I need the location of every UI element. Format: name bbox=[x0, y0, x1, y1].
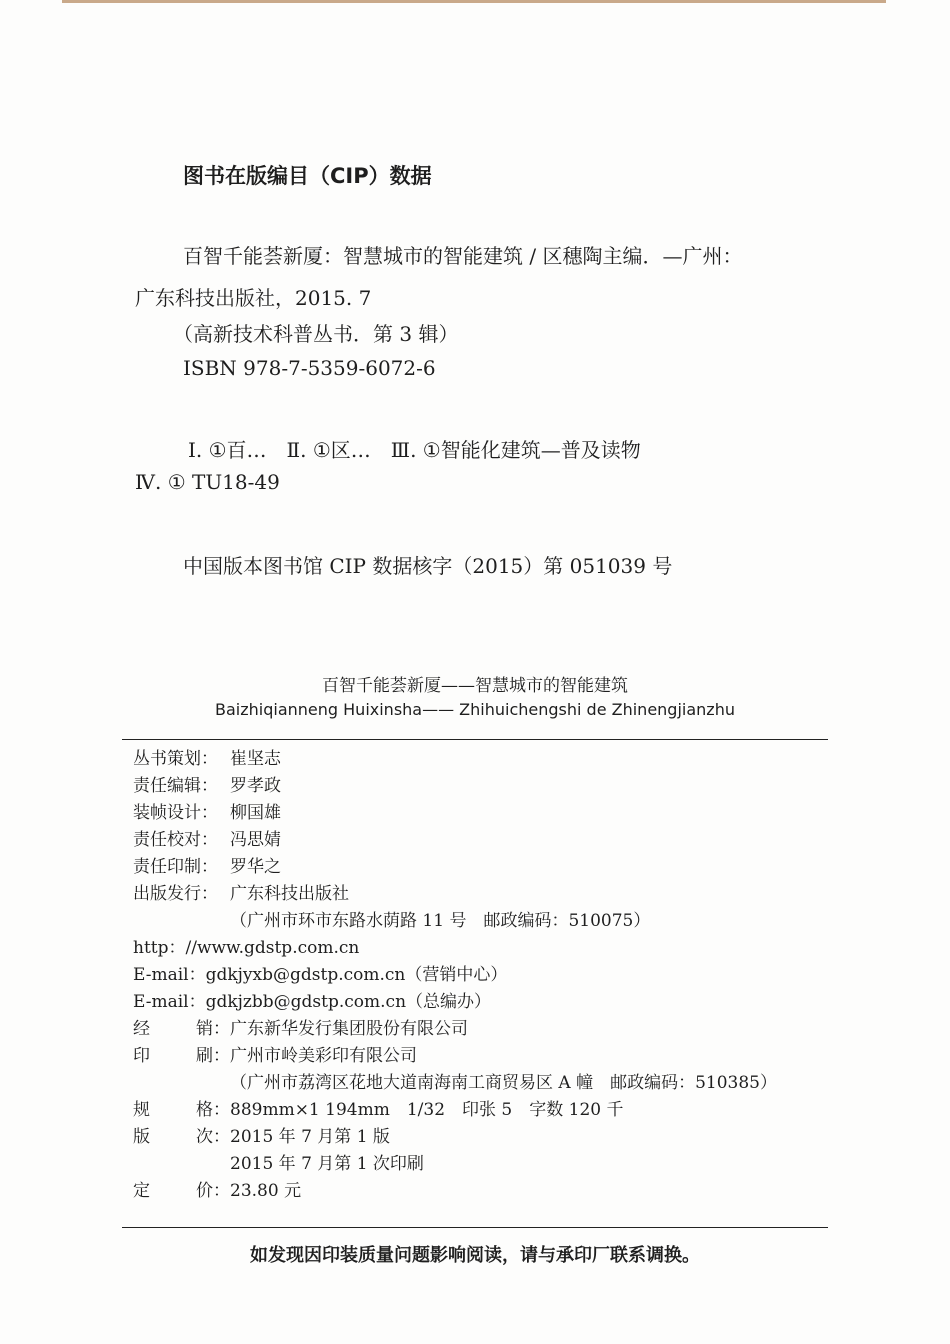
info-value: （广州市荔湾区花地大道南海南工商贸易区 A 幢 邮政编码：510385） bbox=[230, 1073, 777, 1093]
info-row-email-sales bbox=[133, 962, 777, 989]
info-row-printer bbox=[133, 1043, 777, 1070]
divider-top bbox=[122, 739, 828, 740]
info-label: 丛书策划： bbox=[133, 749, 218, 769]
info-row-printing bbox=[133, 1151, 777, 1178]
cip-classification-2: Ⅳ. ① TU18-49 bbox=[135, 470, 280, 494]
cip-isbn: ISBN 978-7-5359-6072-6 bbox=[183, 356, 436, 380]
info-value: 崔坚志 bbox=[230, 749, 281, 769]
info-label: 定 价： bbox=[133, 1181, 230, 1201]
info-row-spec bbox=[133, 1097, 777, 1124]
info-row-price bbox=[133, 1178, 777, 1205]
info-row-website bbox=[133, 935, 777, 962]
cip-classification-1: Ⅰ. ①百… Ⅱ. ①区… Ⅲ. ①智能化建筑—普及读物 bbox=[188, 438, 641, 462]
info-value: 罗孝政 bbox=[230, 776, 281, 796]
book-title-pinyin: Baizhiqianneng Huixinsha—— Zhihuichengshi de Zhinengjianzhu bbox=[215, 700, 735, 719]
info-value: 23.80 元 bbox=[230, 1181, 302, 1201]
info-value: 2015 年 7 月第 1 版 bbox=[230, 1127, 390, 1147]
info-value: 冯思婧 bbox=[230, 830, 281, 850]
info-value: E-mail：gdkjzbb@gdstp.com.cn（总编办） bbox=[133, 992, 492, 1012]
info-row-print-resp bbox=[133, 854, 777, 881]
info-label: 印 刷： bbox=[133, 1046, 230, 1066]
info-value: 罗华之 bbox=[230, 857, 281, 877]
info-label: 责任印制： bbox=[133, 857, 218, 877]
info-label: 版 次： bbox=[133, 1127, 230, 1147]
info-row-email-editorial bbox=[133, 989, 777, 1016]
info-value: 柳国雄 bbox=[230, 803, 281, 823]
info-label: 责任编辑： bbox=[133, 776, 218, 796]
info-value: E-mail：gdkjyxb@gdstp.com.cn（营销中心） bbox=[133, 965, 508, 985]
info-row-distributor bbox=[133, 1016, 777, 1043]
info-row-design bbox=[133, 800, 777, 827]
cip-heading: 图书在版编目（CIP）数据 bbox=[183, 164, 432, 188]
info-value: 广东科技出版社 bbox=[230, 884, 349, 904]
book-title-cn: 百智千能荟新厦——智慧城市的智能建筑 bbox=[322, 676, 628, 696]
info-value: 广东新华发行集团股份有限公司 bbox=[230, 1019, 468, 1039]
info-label: 出版发行： bbox=[133, 884, 218, 904]
info-row-planner bbox=[133, 746, 777, 773]
publication-info bbox=[133, 746, 777, 1205]
info-value: （广州市环市东路水荫路 11 号 邮政编码：510075） bbox=[230, 911, 651, 931]
cip-line-2: 广东科技出版社，2015. 7 bbox=[135, 286, 372, 310]
info-row-edition bbox=[133, 1124, 777, 1151]
info-value: 2015 年 7 月第 1 次印刷 bbox=[230, 1154, 424, 1174]
info-label: 经 销： bbox=[133, 1019, 230, 1039]
info-value: 889mm×1 194mm 1/32 印张 5 字数 120 千 bbox=[230, 1100, 624, 1120]
quality-notice: 如发现因印装质量问题影响阅读，请与承印厂联系调换。 bbox=[250, 1245, 700, 1266]
info-value: http：//www.gdstp.com.cn bbox=[133, 938, 360, 958]
info-row-proof bbox=[133, 827, 777, 854]
divider-bottom bbox=[122, 1227, 828, 1228]
top-border bbox=[62, 0, 886, 3]
info-label: 装帧设计： bbox=[133, 803, 218, 823]
cip-line-1: 百智千能荟新厦：智慧城市的智能建筑 / 区穗陶主编．—广州： bbox=[183, 244, 743, 268]
info-row-publisher bbox=[133, 881, 777, 908]
info-value: 广州市岭美彩印有限公司 bbox=[230, 1046, 417, 1066]
cip-series: （高新技术科普丛书．第 3 辑） bbox=[173, 322, 459, 346]
info-row-printer-address bbox=[133, 1070, 777, 1097]
info-label: 规 格： bbox=[133, 1100, 230, 1120]
info-row-editor bbox=[133, 773, 777, 800]
info-label: 责任校对： bbox=[133, 830, 218, 850]
info-row-publisher-address bbox=[133, 908, 777, 935]
cip-record-number: 中国版本图书馆 CIP 数据核字（2015）第 051039 号 bbox=[183, 554, 673, 578]
